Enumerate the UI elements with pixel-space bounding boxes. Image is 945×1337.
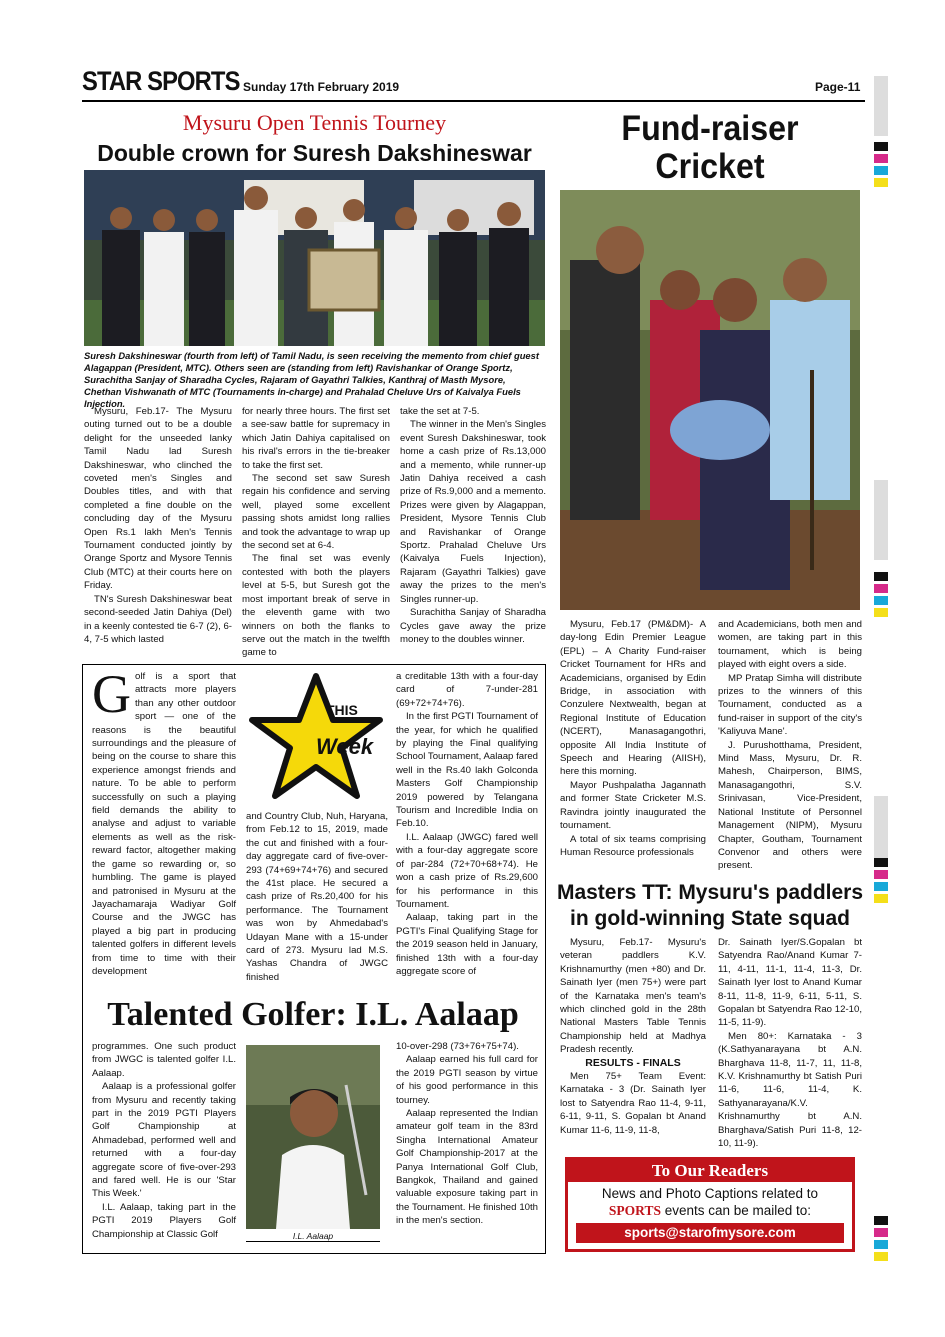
masthead-rule: [82, 100, 865, 102]
paragraph: Mysuru, Feb.17 (PM&DM)- A day-long Edin Premier League (EPL) – A Charity Fund-raiser Cricket Tournament for HRs and Academicians, organised by Edin Bridge, in association with Conzulere Nextwealth, began at Regional Institute of Education (NCERT), Manasagangothri, opposite All India Institute of Speech and Hearing (AIISH), here this morning.: [560, 619, 706, 778]
tennis-col-2: [242, 405, 390, 660]
golf-col-1-bottom: [92, 1040, 236, 1241]
paragraph: The final set was evenly contested with both the players level at 5-5, but Suresh got the most important break of serve in the eleventh game with two winners on both the flanks to serve out the match in the twelfth game to: [242, 553, 390, 659]
paragraph: Aalaap represented the Indian amateur golf team in the 83rd Singha International Amateur Golf Championship-2017 at the Panya International Golf Club, Bangkok, Thailand and gained valuable exposure taking part in the Tournament. He finished 10th in the men's section.: [396, 1108, 538, 1227]
golf-col-3-bottom: [396, 1040, 538, 1228]
paragraph: Men 80+: Karnataka - 3 (K.Sathyanarayana bt A.N. Bharghava 11-8, 11-7, 11, 11-8, K.V. Krishnamurthy bt Satish Puri 11-6, 11-6, 11-4, K. Sathyanarayana/K.V. Krishnamurthy bt A.N. Bharghava/Satish Puri 11-8, 12-10, 11-9).: [718, 1030, 862, 1150]
tennis-headline: Double crown for Suresh Dakshineswar: [97, 140, 532, 166]
star-week: Week: [316, 734, 374, 759]
registration-marks: [874, 76, 888, 1256]
paragraph: Aalaap, taking part in the PGTI's Final Qualifying Stage for the 2019 season held in January, finished 13th with a four-day aggregate score of: [396, 912, 538, 977]
tennis-group-photo: [84, 170, 545, 346]
paragraph: olf is a sport that attracts more players than any other outdoor sport — one of the reasons is the beautiful surroundings and the pleasure of being on the course to share this experience amongst friends and nature. To be able to perform successfully on such a playing field demands the ability to analyse and adjust to variable elements as well as the risk-reward factor, altogether making the game so rewarding or, so humbling. The game is played and patronised in Mysuru at the Jayachamaraja Wadiyar Golf Course and the JWGC has played a big part in producing talented golfers in different levels from time to time with their development: [92, 671, 236, 977]
tennis-photo-caption: [84, 350, 544, 410]
tennis-col-3: [400, 405, 546, 646]
sports-word: SPORTS: [608, 1203, 661, 1218]
paragraph: The second set saw Suresh regain his confidence and serving well, played some excellent passing shots amidst long rallies and took the advantage to wrap up the second set at 6-4.: [242, 473, 390, 552]
golfer-photo-caption: I.L. Aalaap: [246, 1231, 380, 1242]
paragraph: I.L. Aalaap (JWGC) fared well with a four-day aggregate score of par-284 (72+70+68+74). He won a cash prize of Rs.29,600 for his performance in this Tournament.: [396, 831, 538, 910]
cricket-col-2: [718, 618, 862, 873]
paragraph: Dr. Sainath Iyer/S.Gopalan bt Satyendra Rao/Anand Kumar 7-11, 4-11, 11-1, 11-4, 11-3, Dr. Sainath Iyer lost to Anand Kumar 8-11, 11-8, 11-9, 6-11, 5-11, S. Gopalan bt Satyendra Rao 12-10, 11-5, 11-9).: [718, 937, 862, 1029]
golf-col-1-top: [92, 664, 236, 978]
golf-col-3-top: [396, 670, 538, 978]
readers-email[interactable]: sports@starofmysore.com: [576, 1223, 844, 1243]
paragraph: 10-over-298 (73+76+75+74).: [396, 1041, 519, 1052]
paragraph: Aalaap is a professional golfer from Mysuru and recently taking part in the 2019 PGTI Players Golf Championship at Ahmadebad, performed well and returned with a four-day aggregate score of five-over-293 and fared well. He is our 'Star This Week.': [92, 1081, 236, 1200]
paragraph: Aalaap earned his full card for the 2019 PGTI season by virtue of his good performance in this tourney.: [396, 1054, 538, 1106]
paragraph: TN's Suresh Dakshineswar beat second-seeded Jatin Dahiya (Del) in a keenly contested tie 6-7 (2), 6-4, 7-5 which lasted: [84, 593, 232, 645]
paragraph: Mysuru, Feb.17- The Mysuru outing turned out to be a double delight for the unseeded lanky Tamil Nadu lad Suresh Dakshineswar, who clinched the coveted men's Singles and Doubles titles, and with that completed a fine double on the concluding day of the Mysuru Open Rs.1 lakh Men's Tennis Tournament conducted jointly by Orange Sportz and Mysore Tennis Club (MTC) at their courts here on Friday.: [84, 406, 232, 592]
results-heading: RESULTS - FINALS: [585, 1056, 681, 1069]
paragraph: and Country Club, Nuh, Haryana, from Feb.12 to 15, 2019, made the cut and finished with a four-day aggregate card of five-over-293 (74+69+74+76) and secured the 41st place. He secured a cash prize of Rs.20,400 for his performance. The Tournament was won by Ahmedabad's Udayan Mane with a 15-under card of 273. Mysuru lad M.S. Yashas Chandra of JWGC finished: [246, 811, 388, 983]
paragraph: The winner in the Men's Singles event Suresh Dakshineswar, took home a cash prize of Rs.13,000 and a memento, while runner-up Jatin Dahiya received a cash prize of Rs.9,000 and a memento. Prizes were given by Alagappan, President, Mysore Tennis Club and Ravishankar of Orange Sportz. Prahalad Cheluve Urs (Kaivalya Fuels Injection), Rajaram (Gayathri Talkies) gave away the prizes to the men's Singles runner-up.: [400, 419, 546, 605]
paragraph: In the first PGTI Tournament of the year, for which he qualified by playing the Final qualifying School Tournament, Aalaap fared well in the Rs.40 lakh Golconda Masters Golf Championship 2019 powered by Telangana Tourism and Incredible India on Feb.10.: [396, 711, 538, 830]
paragraph: Mayor Pushpalatha Jagannath and former State Cricketer M.S. Ravindra jointly inaugurated the tournament.: [560, 779, 706, 832]
drop-cap: G: [92, 664, 131, 724]
readers-line-1: News and Photo Captions related to: [601, 1186, 819, 1201]
readers-title: To Our Readers: [568, 1160, 852, 1182]
paragraph: I.L. Aalaap, taking part in the PGTI 2019 Players Golf Championship at Classic Golf: [92, 1201, 236, 1240]
caption-text: (fourth from left) of Tamil Nadu, is seen receiving the memento from chief guest Alagappan (President, MTC). Others seen are (standing from left) Ravishankar of Orange Sportz, Surachitha Sanjay of Sharadha Cycles, Rajaram of Gayathri Talkies, Kanthraj of Masth Mysore, Chethan Vishwanath of MTC (Tournaments in-charge) and Prahalad Cheluve Urs of Kaivalya Fuels Injection.: [84, 350, 539, 409]
paragraph: a creditable 13th with a four-day card of 7-under-281 (69+72+74+76).: [396, 671, 538, 709]
tt-col-1: [560, 936, 706, 1137]
readers-line-2: [568, 1203, 852, 1219]
paragraph: Mysuru, Feb.17- Mysuru's veteran paddlers K.V. Krishnamurthy (men +80) and Dr. Sainath Iyer (men 75+) were part of the Karnataka men's team's which clinched gold in the 28th National Masters Table Tennis Championship held at Madhya Pradesh recently.: [560, 937, 706, 1056]
readers-notice-box: [565, 1157, 855, 1252]
tt-col-2: [718, 936, 862, 1151]
paragraph: MP Pratap Simha will distribute prizes to the winners of this Tournament, conducted as a fund-raiser in support of the city's 'Kaliyuva Mane'.: [718, 672, 862, 738]
issue-date: Sunday 17th February 2019: [243, 80, 400, 94]
star-this-week-graphic: [246, 672, 386, 802]
tt-headline: Masters TT: Mysuru's paddlers in gold-winning State squad: [556, 881, 864, 930]
golf-col-2-top: [246, 810, 388, 984]
paragraph: and Academicians, both men and women, are taking part in this tournament, which is being played with eight overs a side.: [718, 619, 862, 671]
paragraph: take the set at 7-5.: [400, 406, 480, 417]
paragraph: Men 75+ Team Event: Karnataka - 3 (Dr. Sainath Iyer lost to Satyendra Rao 11-4, 9-11, 6-11, 9-11, S. Gopalan bt Anand Kumar 11-6, 11-9, 11-8,: [560, 1071, 706, 1136]
caption-subject: Suresh Dakshineswar: [84, 350, 182, 361]
golf-title: Talented Golfer: I.L. Aalaap: [107, 996, 519, 1033]
paragraph: J. Purushotthama, President, Mind Mass, Mysuru, Dr. R. Mahesh, Chairperson, BIMS, Manasagangothri, S.V. Srinivasan, Vice-President, National Institute of Personnel Management (NIPM), Mysuru Chapter, Goutham, Tournament Convenor and others were present.: [718, 739, 862, 872]
page-number: Page-11: [815, 80, 861, 94]
paragraph: for nearly three hours. The first set a see-saw battle for supremacy in which Jatin Dahiya capitalised on his rival's errors in the tie-breaker to take the first set.: [242, 406, 390, 471]
golfer-photo: [246, 1045, 380, 1229]
cricket-col-1: [560, 618, 706, 859]
cricket-tree-planting-photo: [560, 190, 860, 610]
cricket-headline-line1: Fund-raiser Cricket: [621, 109, 799, 186]
tennis-kicker: Mysuru Open Tennis Tourney: [182, 110, 447, 135]
section-masthead: STAR SPORTS: [82, 66, 240, 96]
paragraph: A total of six teams comprising Human Resource professionals: [560, 833, 706, 858]
tennis-col-1: [84, 405, 232, 646]
readers-line-2-text: events can be mailed to:: [660, 1203, 812, 1218]
paragraph: programmes. One such product from JWGC is talented golfer I.L. Aalaap.: [92, 1041, 236, 1079]
paragraph: Surachitha Sanjay of Sharadha Cycles gave away the prize money to the doubles winner.: [400, 607, 546, 645]
star-this: THIS: [326, 702, 358, 718]
